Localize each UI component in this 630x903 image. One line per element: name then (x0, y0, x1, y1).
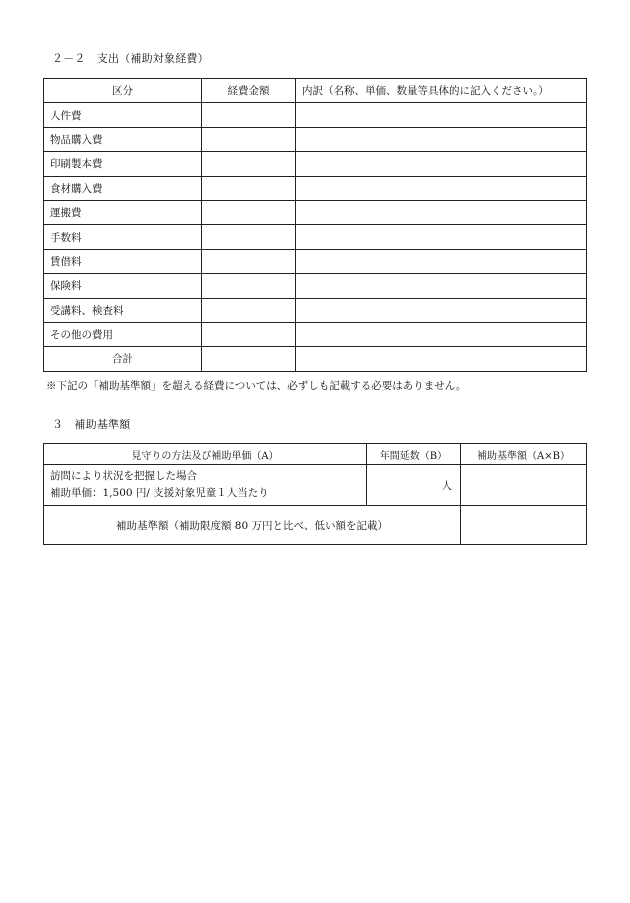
expense-note: ※下記の「補助基準額」を超える経費については、必ずしも記載する必要はありません。 (46, 380, 467, 392)
breakdown-cell[interactable] (296, 127, 587, 151)
subsidy-standard-table (43, 443, 587, 545)
column-header-amount: 経費金額 (202, 79, 296, 103)
standard-amount-cell[interactable] (461, 465, 587, 506)
expense-row (44, 152, 587, 176)
row-label: 印刷製本費 (44, 152, 202, 176)
visit-method-cell (44, 465, 367, 506)
row-label: 人件費 (44, 103, 202, 127)
row-label: 賃借料 (44, 249, 202, 273)
expense-row (44, 200, 587, 224)
breakdown-cell[interactable] (296, 152, 587, 176)
expense-row (44, 322, 587, 346)
amount-cell[interactable] (202, 103, 296, 127)
amount-cell[interactable] (202, 249, 296, 273)
amount-cell[interactable] (202, 322, 296, 346)
visit-unit-price-text: 補助単価：1,500 円/ 支援対象児童１人当たり (50, 487, 269, 499)
column-header-standard-amount: 補助基準額（A×B） (461, 444, 587, 465)
breakdown-cell[interactable] (296, 322, 587, 346)
annual-count-cell[interactable] (367, 465, 461, 506)
breakdown-cell[interactable] (296, 274, 587, 298)
expense-row (44, 298, 587, 322)
summary-amount-cell[interactable] (461, 506, 587, 545)
total-label: 合計 (44, 347, 202, 371)
visit-row (44, 465, 587, 506)
amount-cell[interactable] (202, 127, 296, 151)
section-3-heading: ３ 補助基準額 (52, 418, 131, 431)
expense-row (44, 225, 587, 249)
expense-row (44, 249, 587, 273)
amount-cell[interactable] (202, 152, 296, 176)
total-breakdown-cell[interactable] (296, 347, 587, 371)
row-label: 物品購入費 (44, 127, 202, 151)
column-header-category: 区分 (44, 79, 202, 103)
amount-cell[interactable] (202, 274, 296, 298)
expense-row (44, 127, 587, 151)
amount-cell[interactable] (202, 298, 296, 322)
row-label: 保険料 (44, 274, 202, 298)
breakdown-cell[interactable] (296, 298, 587, 322)
column-header-method: 見守りの方法及び補助単価（A） (44, 444, 367, 465)
breakdown-cell[interactable] (296, 200, 587, 224)
visit-method-text: 訪問により状況を把握した場合 (50, 470, 197, 482)
summary-label: 補助基準額（補助限度額 80 万円と比べ、低い額を記載） (44, 506, 461, 545)
person-unit-label: 人 (441, 479, 452, 492)
breakdown-cell[interactable] (296, 103, 587, 127)
expense-row (44, 103, 587, 127)
row-label: 食材購入費 (44, 176, 202, 200)
expense-row (44, 176, 587, 200)
amount-cell[interactable] (202, 200, 296, 224)
summary-row (44, 506, 587, 545)
expense-header-row (44, 79, 587, 103)
row-label: 手数料 (44, 225, 202, 249)
expense-row (44, 274, 587, 298)
standard-header-row (44, 444, 587, 465)
expense-table (43, 78, 587, 372)
amount-cell[interactable] (202, 225, 296, 249)
total-amount-cell[interactable] (202, 347, 296, 371)
row-label: 受講料、検査料 (44, 298, 202, 322)
breakdown-cell[interactable] (296, 225, 587, 249)
row-label: 運搬費 (44, 200, 202, 224)
expense-total-row (44, 347, 587, 371)
column-header-annual-count: 年間延数（B） (367, 444, 461, 465)
breakdown-cell[interactable] (296, 176, 587, 200)
section-2-2-heading: ２－２ 支出（補助対象経費） (52, 52, 209, 65)
row-label: その他の費用 (44, 322, 202, 346)
breakdown-cell[interactable] (296, 249, 587, 273)
column-header-breakdown: 内訳（名称、単価、数量等具体的に記入ください。） (296, 79, 587, 103)
amount-cell[interactable] (202, 176, 296, 200)
